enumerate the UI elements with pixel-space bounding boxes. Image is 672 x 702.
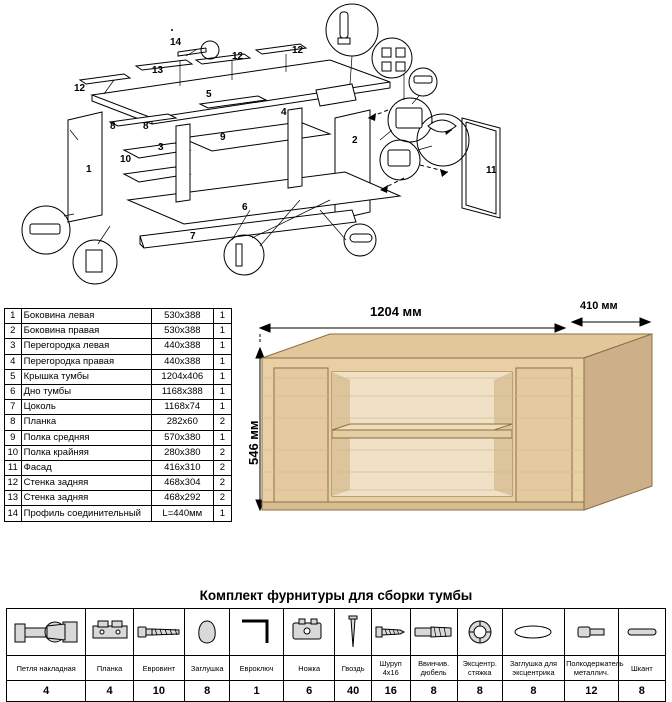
parts-table — [4, 308, 232, 522]
leg-icon — [284, 609, 335, 655]
part-qty: 1 — [213, 506, 231, 521]
kit-icon-cell — [86, 609, 133, 656]
callout-label-14: 14 — [170, 37, 182, 48]
kit-item-name: Эксцентр. стяжка — [457, 656, 502, 681]
eccentric-tie-icon — [458, 609, 502, 655]
part-name: Стенка задняя — [21, 476, 151, 491]
table-row — [5, 339, 232, 354]
part-qty: 1 — [213, 309, 231, 324]
part-dimension: 416х310 — [151, 460, 213, 475]
kit-item-qty: 6 — [283, 681, 335, 702]
kit-item-qty: 8 — [410, 681, 457, 702]
part-name: Боковина левая — [21, 309, 151, 324]
table-row — [5, 415, 232, 430]
kit-item-qty: 1 — [230, 681, 284, 702]
kit-icon-cell — [133, 609, 185, 656]
euro-key-icon — [230, 609, 283, 655]
part-number: 2 — [5, 324, 22, 339]
part-number: 5 — [5, 369, 22, 384]
part-name: Перегородка правая — [21, 354, 151, 369]
table-row — [5, 309, 232, 324]
table-row — [5, 400, 232, 415]
kit-icon-cell — [185, 609, 230, 656]
kit-item-name: Шкант — [618, 656, 665, 681]
table-row — [5, 369, 232, 384]
part-qty: 1 — [213, 400, 231, 415]
table-row — [5, 476, 232, 491]
part-number: 9 — [5, 430, 22, 445]
kit-item-qty: 40 — [335, 681, 371, 702]
part-number: 1 — [5, 309, 22, 324]
screw-icon — [372, 609, 410, 655]
kit-icon-cell — [618, 609, 665, 656]
kit-icon-cell — [7, 609, 86, 656]
width-dimension-label: 1204 мм — [370, 304, 422, 319]
part-name: Профиль соединительный — [21, 506, 151, 521]
height-dimension-label: 546 мм — [246, 420, 261, 465]
callout-label-10: 10 — [120, 154, 132, 165]
callout-label-6: 6 — [242, 202, 248, 213]
callout-label-11: 11 — [486, 165, 497, 176]
table-row — [5, 324, 232, 339]
part-number: 14 — [5, 506, 22, 521]
part-dimension: 282х60 — [151, 415, 213, 430]
part-qty: 1 — [213, 354, 231, 369]
kit-icon-cell — [230, 609, 284, 656]
kit-item-qty: 4 — [86, 681, 133, 702]
part-dimension: 440х388 — [151, 354, 213, 369]
part-qty: 1 — [213, 430, 231, 445]
part-name: Полка средняя — [21, 430, 151, 445]
table-row — [5, 460, 232, 475]
part-name: Крышка тумбы — [21, 369, 151, 384]
part-dimension: 1168х74 — [151, 400, 213, 415]
part-number: 6 — [5, 384, 22, 399]
kit-icon-cell — [371, 609, 410, 656]
kit-icon-cell — [502, 609, 564, 656]
product-render — [240, 300, 670, 550]
callout-label-1: 1 — [86, 164, 92, 175]
part-dimension: 1204х406 — [151, 369, 213, 384]
part-dimension: 570х380 — [151, 430, 213, 445]
part-name: Цоколь — [21, 400, 151, 415]
kit-item-name: Шуруп 4х16 — [371, 656, 410, 681]
part-dimension: 440х388 — [151, 339, 213, 354]
callout-label-8b: 8 — [143, 121, 149, 132]
part-number: 10 — [5, 445, 22, 460]
kit-icon-cell — [335, 609, 371, 656]
exploded-view-diagram — [0, 0, 672, 290]
part-name: Боковина правая — [21, 324, 151, 339]
part-number: 11 — [5, 460, 22, 475]
part-name: Фасад — [21, 460, 151, 475]
part-number: 8 — [5, 415, 22, 430]
part-qty: 2 — [213, 460, 231, 475]
callout-label-4: 4 — [281, 107, 287, 118]
dowel-screw-icon — [411, 609, 457, 655]
cap-icon — [185, 609, 229, 655]
kit-item-qty: 16 — [371, 681, 410, 702]
kit-item-qty: 8 — [618, 681, 665, 702]
kit-item-qty: 10 — [133, 681, 185, 702]
table-row — [5, 506, 232, 521]
kit-item-name: Евровинт — [133, 656, 185, 681]
kit-item-name: Заглушка для эксцентрика — [502, 656, 564, 681]
part-name: Полка крайняя — [21, 445, 151, 460]
euro-screw-icon — [134, 609, 185, 655]
part-qty: 1 — [213, 369, 231, 384]
part-dimension: 530х388 — [151, 324, 213, 339]
part-name: Стенка задняя — [21, 491, 151, 506]
callout-label-12-top: 12 — [232, 51, 244, 62]
eccentric-cap-icon — [503, 609, 564, 655]
kit-item-qty: 4 — [7, 681, 86, 702]
callout-label-12-top2: 12 — [292, 45, 304, 56]
part-name: Перегородка левая — [21, 339, 151, 354]
callout-label-13: 13 — [152, 65, 164, 76]
table-row — [5, 384, 232, 399]
parts-table-body — [5, 309, 232, 522]
callout-label-12-left: 12 — [74, 83, 86, 94]
kit-item-qty: 8 — [502, 681, 564, 702]
part-dimension: 280х380 — [151, 445, 213, 460]
dowel-icon — [619, 609, 665, 655]
table-row — [5, 354, 232, 369]
part-qty: 1 — [213, 384, 231, 399]
kit-item-name: Евроключ — [230, 656, 284, 681]
part-qty: 2 — [213, 491, 231, 506]
kit-item-name: Ножка — [283, 656, 335, 681]
kit-item-qty: 8 — [185, 681, 230, 702]
kit-title: Комплект фурнитуры для сборки тумбы — [199, 588, 473, 603]
callout-label-5: 5 — [206, 89, 212, 100]
kit-item-name: Заглушка — [185, 656, 230, 681]
part-qty: 2 — [213, 415, 231, 430]
part-number: 7 — [5, 400, 22, 415]
kit-item-name: Гвоздь — [335, 656, 371, 681]
callout-label-7: 7 — [190, 231, 196, 242]
part-name: Дно тумбы — [21, 384, 151, 399]
kit-item-name: Ввинчив. дюбель — [410, 656, 457, 681]
part-number: 13 — [5, 491, 22, 506]
part-dimension: 468х292 — [151, 491, 213, 506]
shelf-support-icon — [565, 609, 618, 655]
part-number: 4 — [5, 354, 22, 369]
callout-label-2: 2 — [352, 135, 358, 146]
part-dimension: 468х304 — [151, 476, 213, 491]
kit-item-qty: 8 — [457, 681, 502, 702]
part-qty: 2 — [213, 445, 231, 460]
part-dimension: L=440мм — [151, 506, 213, 521]
kit-icon-cell — [283, 609, 335, 656]
callout-label-8: 8 — [110, 121, 116, 132]
depth-dimension-label: 410 мм — [580, 300, 618, 312]
kit-icon-cell — [410, 609, 457, 656]
callout-label-3: 3 — [158, 142, 164, 153]
fittings-kit-table — [6, 608, 666, 702]
kit-icon-cell — [565, 609, 619, 656]
hinge-overlay-icon — [7, 609, 85, 655]
table-row — [5, 430, 232, 445]
part-qty: 1 — [213, 324, 231, 339]
part-name: Планка — [21, 415, 151, 430]
callout-label-9: 9 — [220, 132, 226, 143]
plate-icon — [86, 609, 132, 655]
table-row — [5, 491, 232, 506]
part-qty: 1 — [213, 339, 231, 354]
kit-icon-cell — [457, 609, 502, 656]
part-number: 12 — [5, 476, 22, 491]
kit-item-name: Полкодержатель металлич. — [565, 656, 619, 681]
part-qty: 2 — [213, 476, 231, 491]
part-dimension: 530х388 — [151, 309, 213, 324]
kit-item-name: Планка — [86, 656, 133, 681]
part-number: 3 — [5, 339, 22, 354]
nail-icon — [335, 609, 370, 655]
table-row — [5, 445, 232, 460]
kit-item-qty: 12 — [565, 681, 619, 702]
part-dimension: 1168х388 — [151, 384, 213, 399]
kit-item-name: Петля накладная — [7, 656, 86, 681]
